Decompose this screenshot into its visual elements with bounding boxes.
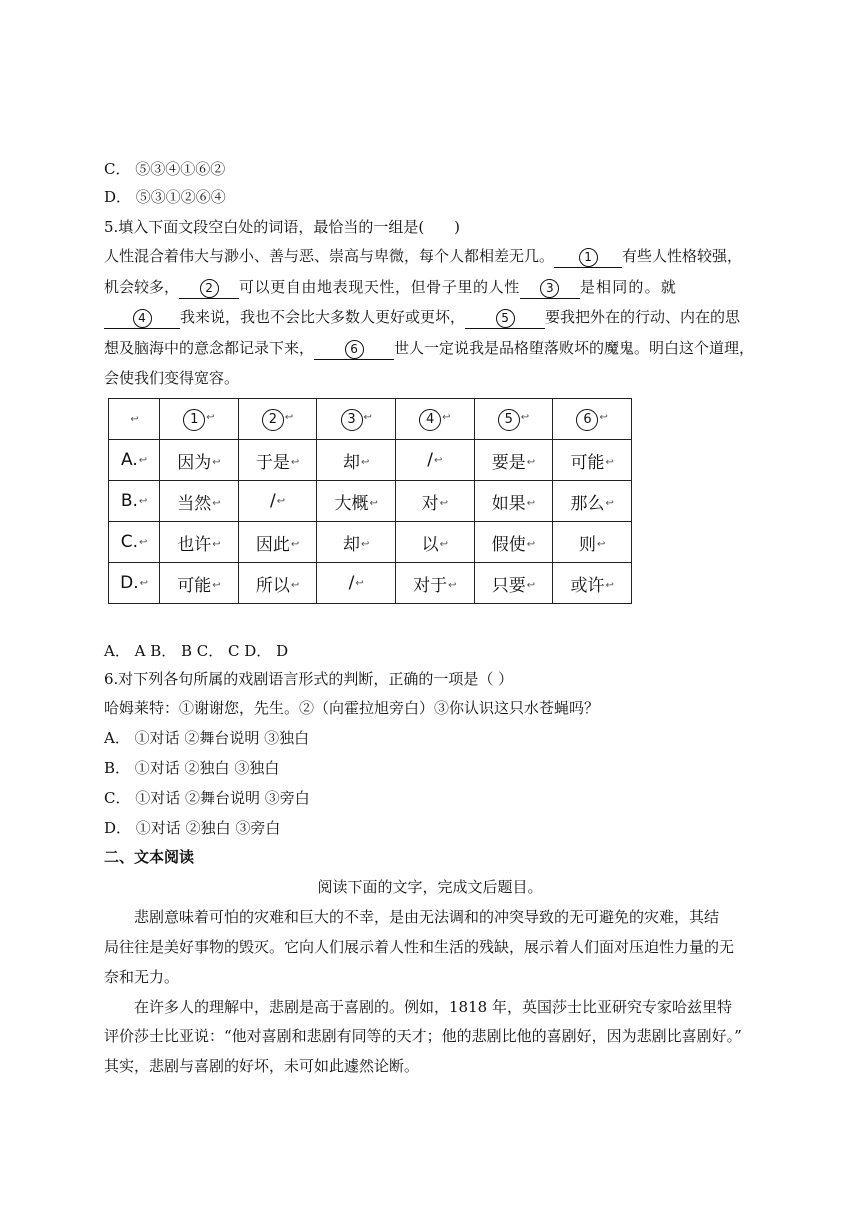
- passage-text: 想及脑海中的意念都记录下来，: [104, 339, 315, 357]
- q5-passage-line-3: [104, 306, 740, 329]
- table-cell: /↩: [317, 563, 396, 604]
- blank-number: 2: [200, 279, 219, 298]
- q5-stem: 5.填入下面文段空白处的词语，最恰当的一组是( ): [104, 218, 461, 236]
- table-cell: 那么↩: [553, 481, 632, 522]
- q6-option-b: B． ①对话 ②独白 ③独白: [104, 759, 280, 777]
- q5-answer-options: A． A B． B C． C D． D: [104, 642, 289, 660]
- blank-number: 5: [496, 309, 515, 328]
- q4-option-c: C． ⑤③④①⑥②: [104, 160, 226, 178]
- q5-passage-line-4: [104, 337, 754, 360]
- passage-text: 我来说，我也不会比大多数人更好或更坏，: [180, 308, 466, 326]
- blank-number: 3: [540, 279, 559, 298]
- q5-passage-line-1: [104, 245, 742, 268]
- table-cell: D.↩: [109, 563, 160, 604]
- q4-option-d: D． ⑤③①②⑥④: [104, 188, 226, 206]
- table-row: [109, 440, 632, 481]
- table-cell: /↩: [238, 481, 317, 522]
- q5-passage-line-5: 会使我们变得宽容。: [104, 369, 240, 387]
- passage-text: 可以更自由地表现天性，但骨子里的人性: [239, 278, 520, 296]
- blank-6: [314, 339, 394, 360]
- table-cell: /↩: [396, 440, 475, 481]
- table-cell: 可能↩: [160, 563, 239, 604]
- q6-option-d: D． ①对话 ②独白 ③旁白: [104, 819, 281, 837]
- paragraph-1-line-1: 悲剧意味着可怕的灾难和巨大的不幸，是由无法调和的冲突导致的无可避免的灾难，其结: [134, 908, 720, 926]
- table-cell: C.↩: [109, 522, 160, 563]
- q6-option-a: A． ①对话 ②舞台说明 ③独白: [104, 729, 310, 747]
- blank-number: 6: [345, 340, 364, 359]
- paragraph-1-line-3: 奈和无力。: [104, 968, 180, 986]
- table-cell: 可能↩: [553, 440, 632, 481]
- table-cell: 如果↩: [474, 481, 553, 522]
- q5-passage-line-2: [104, 276, 677, 299]
- paragraph-2-line-1: 在许多人的理解中，悲剧是高于喜剧的。例如，1818 年，英国莎士比亚研究专家哈兹里特: [134, 998, 732, 1016]
- passage-text: 有些人性格较强，: [622, 247, 743, 265]
- table-cell: 因为↩: [160, 440, 239, 481]
- table-cell: A.↩: [109, 440, 160, 481]
- table-cell: 6 ↩: [553, 399, 632, 440]
- blank-1: [554, 247, 622, 268]
- table-cell: 4 ↩: [396, 399, 475, 440]
- table-cell: 对于↩: [396, 563, 475, 604]
- passage-text: 人性混合着伟大与渺小、善与恶、崇高与卑微，每个人都相差无几。: [104, 247, 555, 265]
- table-cell: 当然↩: [160, 481, 239, 522]
- table-cell: 却↩: [317, 440, 396, 481]
- table-row: [109, 481, 632, 522]
- table-cell: 却↩: [317, 522, 396, 563]
- blank-5: [465, 308, 545, 329]
- table-cell: 则↩: [553, 522, 632, 563]
- table-cell: 因此↩: [238, 522, 317, 563]
- table-row: [109, 563, 632, 604]
- reading-intro: 阅读下面的文字，完成文后题目。: [317, 878, 543, 896]
- passage-text: 世人一定说我是品格堕落败坏的魔鬼。明白这个道理，: [394, 339, 755, 357]
- table-cell: 或许↩: [553, 563, 632, 604]
- paragraph-2-line-2: 评价莎士比亚说：“他对喜剧和悲剧有同等的天才；他的悲剧比他的喜剧好，因为悲剧比喜剧好。”: [104, 1027, 742, 1045]
- table-row: [109, 522, 632, 563]
- table-cell: 5 ↩: [474, 399, 553, 440]
- blank-4: [104, 308, 180, 329]
- paragraph-2-line-3: 其实，悲剧与喜剧的好坏，未可如此遽然论断。: [104, 1057, 420, 1075]
- blank-3: [520, 278, 580, 299]
- passage-text: 机会较多，: [104, 278, 180, 296]
- passage-text: 是相同的。就: [579, 278, 678, 296]
- table-cell: 只要↩: [474, 563, 553, 604]
- table-cell: ↩: [109, 399, 160, 440]
- table-cell: 以↩: [396, 522, 475, 563]
- table-cell: 对↩: [396, 481, 475, 522]
- blank-2: [179, 278, 239, 299]
- table-cell: 1 ↩: [160, 399, 239, 440]
- paragraph-1-line-2: 局往往是美好事物的毁灭。它向人们展示着人性和生活的残缺，展示着人们面对压迫性力量的无: [104, 938, 735, 956]
- blank-number: 4: [133, 309, 152, 328]
- section-heading: 二、文本阅读: [104, 848, 195, 866]
- blank-number: 1: [579, 248, 598, 267]
- passage-text: 要我把外在的行动、内在的思: [545, 308, 741, 326]
- q6-option-c: C． ①对话 ②舞台说明 ③旁白: [104, 789, 310, 807]
- table-cell: 也许↩: [160, 522, 239, 563]
- q6-quote: 哈姆莱特：①谢谢您，先生。②（向霍拉旭旁白）③你认识这只水苍蝇吗？: [104, 699, 600, 717]
- table-cell: 大概↩: [317, 481, 396, 522]
- q6-stem: 6.对下列各句所属的戏剧语言形式的判断，正确的一项是（ ）: [104, 670, 514, 688]
- table-cell: 2 ↩: [238, 399, 317, 440]
- options-table: [108, 398, 632, 604]
- table-header-row: [109, 399, 632, 440]
- table-cell: 假使↩: [474, 522, 553, 563]
- table-cell: 3 ↩: [317, 399, 396, 440]
- table-cell: 于是↩: [238, 440, 317, 481]
- table-cell: 要是↩: [474, 440, 553, 481]
- table-cell: B.↩: [109, 481, 160, 522]
- table-cell: 所以↩: [238, 563, 317, 604]
